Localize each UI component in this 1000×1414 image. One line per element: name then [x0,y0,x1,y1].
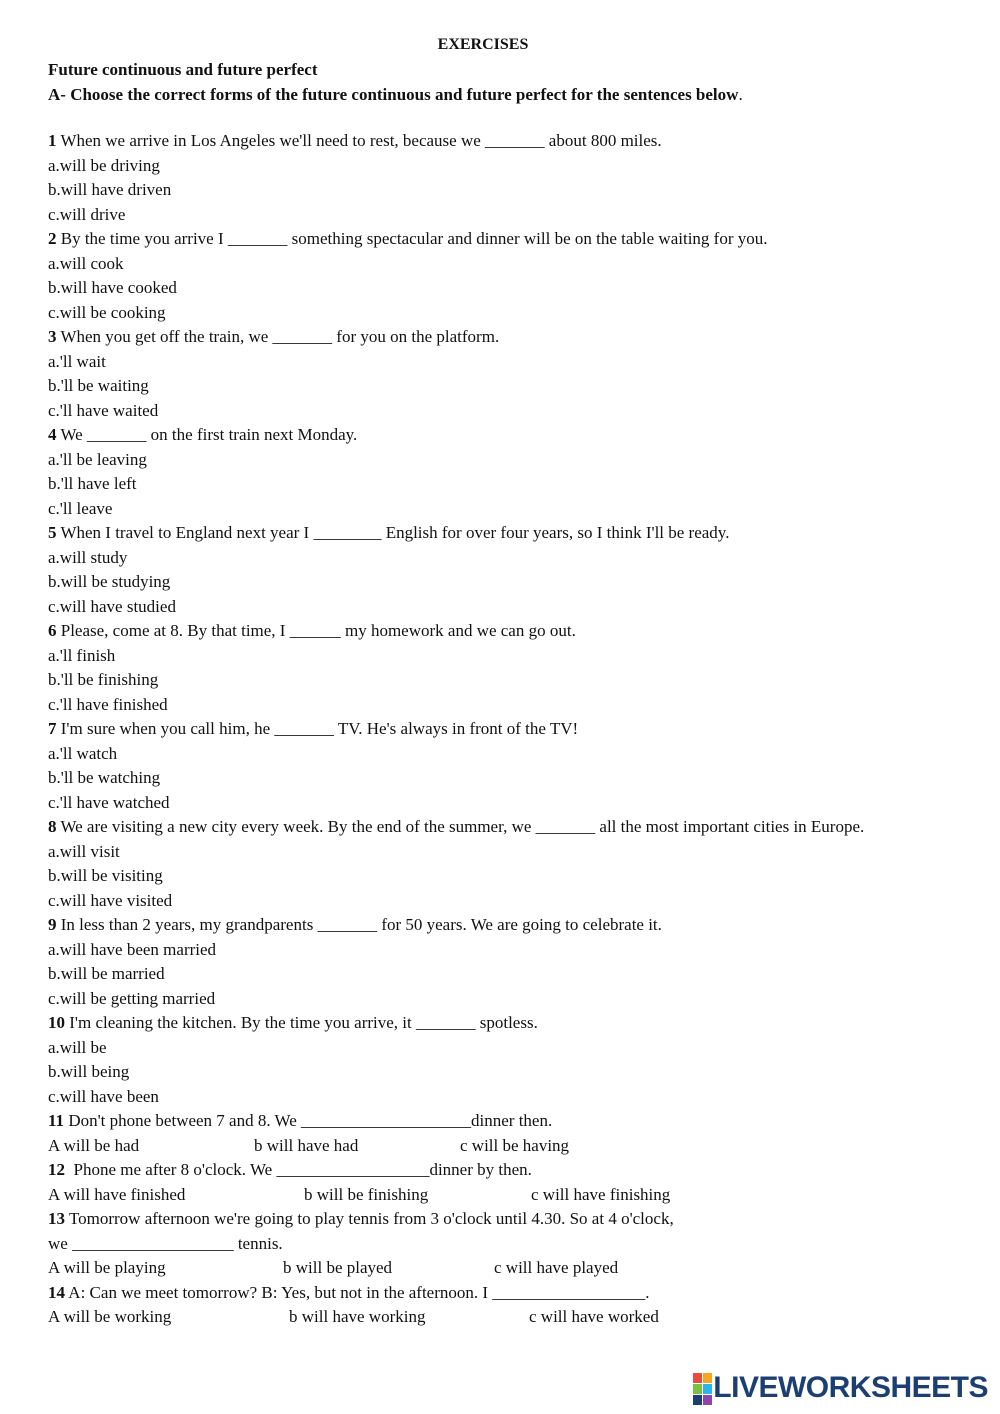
liveworksheets-logo [693,1371,988,1405]
question-number: 11 [48,1111,65,1130]
answer-option[interactable]: A will have finished [48,1184,186,1204]
question-text: I'm cleaning the kitchen. By the time you arrive, it _______ spotless. [65,1013,538,1032]
answer-option[interactable]: b.will be married [48,964,165,983]
answer-option[interactable]: b.will being [48,1062,130,1081]
answer-option[interactable]: b.'ll be waiting [48,376,149,395]
logo-square [693,1384,702,1394]
answer-option[interactable]: a.will cook [48,253,124,273]
question-text: Tomorrow afternoon we're going to play tennis from 3 o'clock until 4.30. So at 4 o'clock, [65,1209,674,1228]
answer-option[interactable]: c will have played [494,1258,619,1277]
question-text: Phone me after 8 o'clock. We __________________dinner by then. [65,1160,532,1179]
question-10 [48,1011,968,1036]
answer-option[interactable]: A will be working [48,1307,172,1326]
question-13-continued [48,1232,968,1257]
worksheet-page [48,32,968,1330]
question-text: Please, come at 8. By that time, I ______ my homework and we can go out. [56,621,576,640]
answer-option[interactable]: a.'ll finish [48,645,116,665]
question-14 [48,1281,968,1306]
page-title: EXERCISES [437,36,529,53]
answer-option[interactable]: c.'ll have waited [48,400,159,420]
answer-option[interactable]: a.will have been married [48,939,217,959]
question-11 [48,1109,968,1134]
question-2 [48,227,968,252]
question-9 [48,913,968,938]
answer-option[interactable]: c will be having [460,1135,570,1155]
question-number: 6 [48,621,57,640]
answer-option[interactable]: a.will be [48,1037,107,1057]
question-number: 7 [48,719,57,738]
question-number: 4 [48,425,57,444]
logo-square [693,1373,702,1383]
question-text: A: Can we meet tomorrow? B: Yes, but not in the afternoon. I __________________. [65,1282,650,1302]
question-text: Don't phone between 7 and 8. We ____________________dinner then. [64,1111,553,1130]
question-text: When I travel to England next year I ________ English for over four years, so I think I'll be ready. [56,523,730,542]
answer-option[interactable]: c will have worked [529,1307,659,1326]
answer-option[interactable]: A will be playing [48,1258,166,1277]
answer-option[interactable]: c.'ll have finished [48,694,168,714]
question-number: 1 [48,131,57,150]
answer-option[interactable]: b.'ll be watching [48,768,161,787]
question-text: I'm sure when you call him, he _______ TV. He's always in front of the TV! [56,719,579,738]
question-text: When you get off the train, we _______ for you on the platform. [56,327,500,346]
logo-square [703,1395,712,1405]
answer-option[interactable]: c.'ll have watched [48,792,170,812]
question-number: 13 [48,1209,65,1228]
answer-option[interactable]: a.will be driving [48,155,160,175]
answer-option[interactable]: b.will have cooked [48,278,177,297]
question-number: 8 [48,817,57,836]
answer-option[interactable]: b.'ll have left [48,474,137,493]
answer-options-row [48,1256,968,1281]
answer-option[interactable]: c will have finishing [531,1184,671,1204]
answer-option[interactable]: b will be finishing [304,1184,429,1204]
question-number: 2 [48,229,57,248]
answer-option[interactable]: c.'ll leave [48,498,113,518]
question-number: 12 [48,1160,65,1179]
answer-option[interactable]: c.will have visited [48,890,173,910]
answer-option[interactable]: b.will be visiting [48,866,163,885]
question-13 [48,1207,968,1232]
answer-option[interactable]: A will be had [48,1135,140,1155]
question-text: we ___________________ tennis. [48,1233,283,1253]
answer-options-row [48,1183,968,1208]
question-5 [48,521,968,546]
question-text: We are visiting a new city every week. By the end of the summer, we _______ all the most important cities in Europe. [56,817,865,836]
logo-square [703,1373,712,1383]
question-number: 14 [48,1282,65,1302]
answer-option[interactable]: c.will drive [48,204,126,224]
answer-option[interactable]: c.will be cooking [48,302,166,322]
answer-option[interactable]: a.'ll be leaving [48,449,147,469]
question-text: By the time you arrive I _______ something spectacular and dinner will be on the table waiting for you. [56,229,768,248]
answer-option[interactable]: a.'ll wait [48,351,106,371]
answer-option[interactable]: b.will be studying [48,572,171,591]
question-8 [48,815,968,840]
question-4 [48,423,968,448]
answer-option[interactable]: c.will be getting married [48,988,216,1008]
question-number: 5 [48,523,57,542]
logo-text: LIVEWORKSHEETS [713,1371,988,1404]
question-text: When we arrive in Los Angeles we'll need to rest, because we _______ about 800 miles. [56,131,662,150]
answer-options-row [48,1305,968,1330]
question-7 [48,717,968,742]
answer-option[interactable]: b will be played [283,1258,393,1277]
worksheet-subtitle: Future continuous and future perfect [48,60,318,79]
answer-option[interactable]: c.will have studied [48,596,176,616]
instructions-text: A- Choose the correct forms of the future continuous and future perfect for the sentences below [48,84,739,104]
question-6 [48,619,968,644]
question-3 [48,325,968,350]
question-text: We _______ on the first train next Monday. [56,425,358,444]
answer-option[interactable]: c.will have been [48,1086,159,1106]
question-text: In less than 2 years, my grandparents _______ for 50 years. We are going to celebrate it. [56,915,662,934]
answer-option[interactable]: a.will visit [48,841,120,861]
answer-option[interactable]: b will have had [254,1135,359,1155]
question-1 [48,129,968,154]
answer-option[interactable]: b will have working [289,1307,426,1326]
question-number: 9 [48,915,57,934]
question-12 [48,1158,968,1183]
answer-option[interactable]: a.'ll watch [48,743,118,763]
answer-options-row [48,1134,968,1159]
question-number: 3 [48,327,57,346]
liveworksheets-logo-icon [693,1373,711,1403]
instructions-period: . [738,84,743,104]
question-number: 10 [48,1013,65,1032]
inline-question-list [48,1109,968,1330]
answer-option[interactable]: b.'ll be finishing [48,670,159,689]
logo-square [693,1395,702,1405]
answer-option[interactable]: a.will study [48,547,128,567]
logo-square [703,1384,712,1394]
answer-option[interactable]: b.will have driven [48,180,172,199]
instructions [48,83,968,108]
question-list [48,129,968,1109]
